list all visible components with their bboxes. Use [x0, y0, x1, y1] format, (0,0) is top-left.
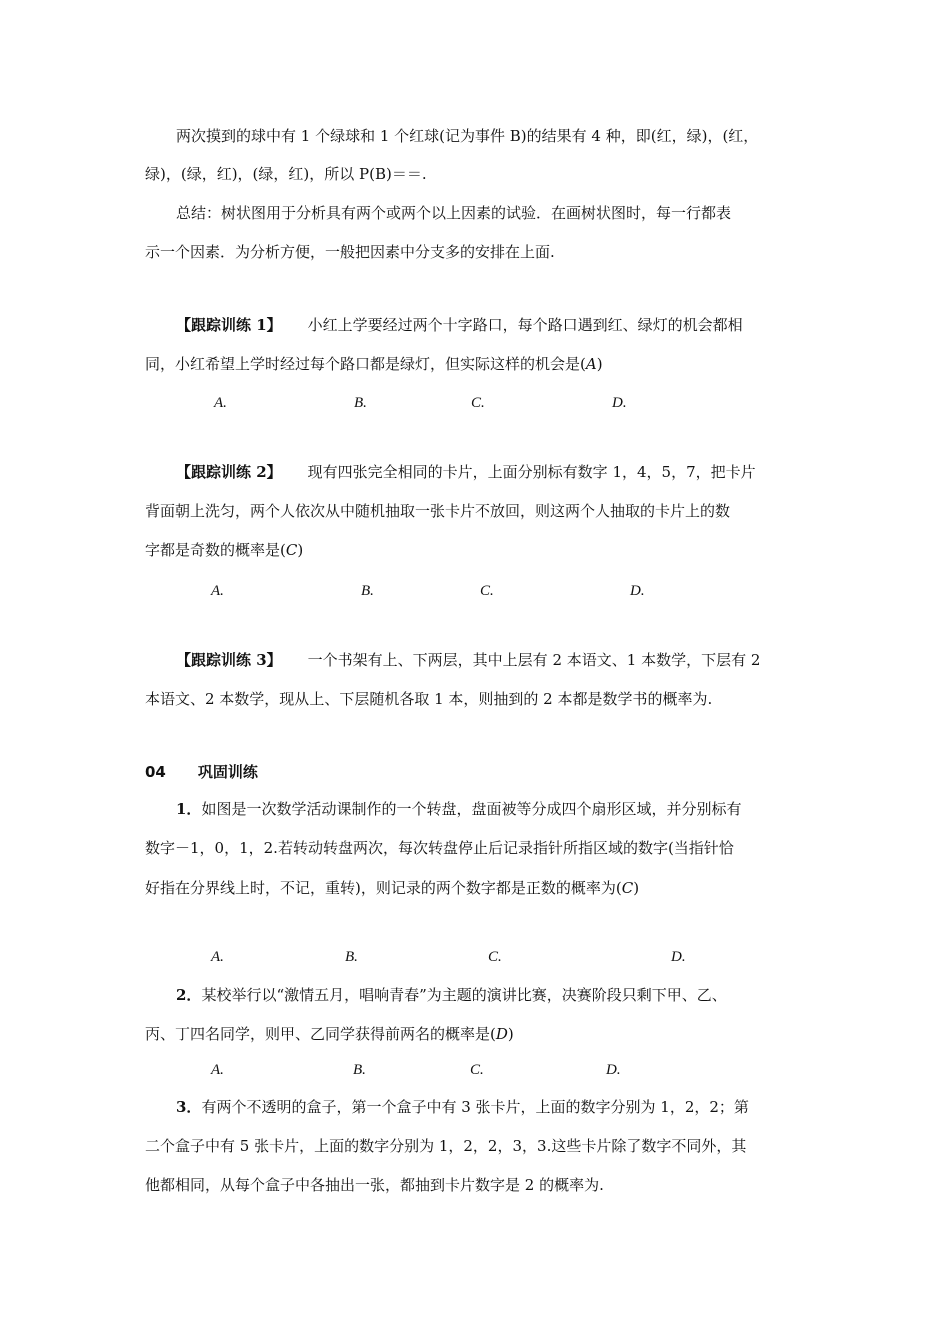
intro-line-2: 绿)，(绿，红)，(绿，红)，所以 P(B)＝＝.	[145, 165, 427, 183]
summary-line-1: 总结：树状图用于分析具有两个或两个以上因素的试验．在画树状图时，每一行都表	[176, 204, 732, 222]
practice-2-text-3: 字都是奇数的概率是(	[145, 541, 286, 559]
practice-2-close: )	[297, 541, 304, 559]
practice-2-text-1: 现有四张完全相同的卡片，上面分别标有数字 1，4，5，7，把卡片	[307, 463, 756, 481]
practice-2-option-c: C.	[480, 583, 494, 599]
question-3-text-3: 他都相同，从每个盒子中各抽出一张，都抽到卡片数字是 2 的概率为.	[145, 1176, 604, 1194]
practice-2-text-2: 背面朝上洗匀，两个人依次从中随机抽取一张卡片不放回，则这两个人抽取的卡片上的数	[145, 502, 731, 520]
practice-2-option-b: B.	[361, 583, 374, 599]
practice-3-first-line	[176, 650, 760, 670]
question-1-text-2: 数字－1，0，1，2.若转动转盘两次，每次转盘停止后记录指针所指区域的数字(当指针恰	[145, 839, 734, 857]
practice-2-tag: 【跟踪训练 2】	[176, 463, 282, 481]
section-title: 巩固训练	[197, 763, 258, 781]
practice-1-first-line	[176, 315, 743, 335]
question-2-first-line	[176, 985, 727, 1005]
question-1-option-a: A.	[211, 949, 224, 965]
section-heading	[145, 762, 258, 782]
practice-1-option-b: B.	[354, 395, 367, 411]
section-number: 04	[145, 763, 166, 781]
question-1-option-b: B.	[345, 949, 358, 965]
question-2-option-c: C.	[470, 1062, 484, 1078]
practice-2-third-line	[145, 540, 303, 560]
practice-1-text-1: 小红上学要经过两个十字路口，每个路口遇到红、绿灯的机会都相	[307, 316, 743, 334]
question-2-option-b: B.	[353, 1062, 366, 1078]
question-3-text-1: 有两个不透明的盒子，第一个盒子中有 3 张卡片，上面的数字分别为 1，2，2；第	[201, 1098, 749, 1116]
practice-2-first-line	[176, 462, 756, 482]
practice-2-option-d: D.	[630, 583, 645, 599]
practice-3-text-1: 一个书架有上、下两层，其中上层有 2 本语文、1 本数学，下层有 2	[307, 651, 761, 669]
question-1-first-line	[176, 799, 741, 819]
question-1-option-d: D.	[671, 949, 686, 965]
question-1-text-1: 如图是一次数学活动课制作的一个转盘，盘面被等分成四个扇形区域，并分别标有	[201, 800, 742, 818]
question-2-number: 2．	[176, 986, 202, 1004]
practice-3-tag: 【跟踪训练 3】	[176, 651, 282, 669]
question-1-close: )	[633, 879, 640, 897]
practice-2-option-a: A.	[211, 583, 224, 599]
question-2-second-line	[145, 1024, 514, 1044]
question-2-text-1: 某校举行以“激情五月，唱响青春”为主题的演讲比赛，决赛阶段只剩下甲、乙、	[201, 986, 727, 1004]
practice-1-tag: 【跟踪训练 1】	[176, 316, 282, 334]
practice-3-text-2: 本语文、2 本数学，现从上、下层随机各取 1 本，则抽到的 2 本都是数学书的概率为.	[145, 690, 713, 708]
practice-1-answer: A	[585, 355, 597, 373]
question-1-option-c: C.	[488, 949, 502, 965]
question-3-first-line	[176, 1097, 749, 1117]
question-2-close: )	[507, 1025, 514, 1043]
question-2-text-2: 丙、丁四名同学，则甲、乙同学获得前两名的概率是(	[145, 1025, 496, 1043]
question-3-number: 3．	[176, 1098, 202, 1116]
practice-1-second-line	[145, 354, 603, 374]
summary-line-2: 示一个因素．为分析方便，一般把因素中分支多的安排在上面.	[145, 243, 555, 261]
practice-2-answer: C	[285, 541, 298, 559]
practice-1-option-a: A.	[214, 395, 227, 411]
practice-1-close: )	[596, 355, 603, 373]
question-2-option-a: A.	[211, 1062, 224, 1078]
practice-1-option-d: D.	[612, 395, 627, 411]
practice-1-text-2: 同，小红希望上学时经过每个路口都是绿灯，但实际这样的机会是(	[145, 355, 586, 373]
question-2-answer: D	[495, 1025, 508, 1043]
practice-1-option-c: C.	[471, 395, 485, 411]
question-1-third-line	[145, 878, 639, 898]
question-1-answer: C	[621, 879, 634, 897]
question-2-option-d: D.	[606, 1062, 621, 1078]
question-1-text-3: 好指在分界线上时，不记，重转)，则记录的两个数字都是正数的概率为(	[145, 879, 622, 897]
intro-line-1: 两次摸到的球中有 1 个绿球和 1 个红球(记为事件 B)的结果有 4 种，即(红，绿)，(红，	[176, 127, 759, 145]
question-3-text-2: 二个盒子中有 5 张卡片，上面的数字分别为 1，2，2，3，3.这些卡片除了数字不同外，其	[145, 1137, 747, 1155]
question-1-number: 1．	[176, 800, 202, 818]
